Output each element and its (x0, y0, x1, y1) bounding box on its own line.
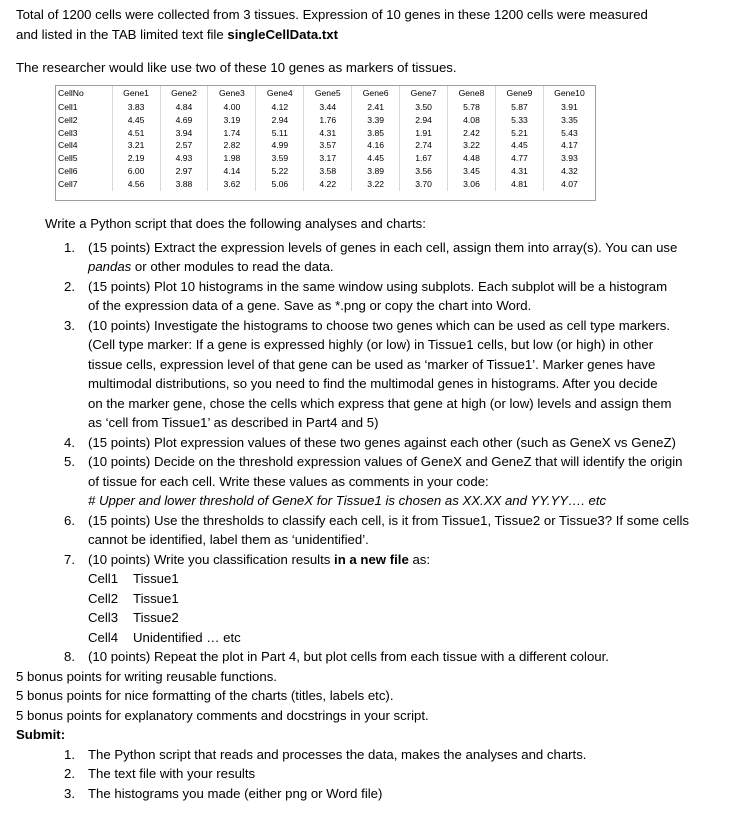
task-text: (15 points) Plot 10 histograms in the same window using subplots. Each subplot will be a histogram (88, 278, 668, 294)
expression-value: 2.57 (160, 139, 208, 152)
expression-value: 4.56 (112, 178, 160, 191)
task-number: 8. (64, 649, 75, 664)
task-text: (10 points) Decide on the threshold expression values of GeneX and GeneZ that will identify the origin (88, 454, 683, 469)
expression-value: 3.44 (304, 101, 352, 114)
expression-value: 2.94 (256, 114, 304, 127)
expression-value: 4.07 (543, 178, 595, 191)
sample-line (88, 569, 732, 589)
table-row (56, 101, 595, 114)
task-number: 4. (64, 434, 75, 450)
column-header: Gene7 (400, 86, 448, 101)
bonus-section (16, 667, 732, 745)
task-number: 2. (64, 278, 75, 294)
expression-value: 3.83 (112, 101, 160, 114)
expression-value: 4.77 (495, 152, 543, 165)
submit-item (16, 784, 732, 804)
task-item-3 (16, 316, 732, 433)
expression-value: 4.84 (160, 101, 208, 114)
table-row (56, 152, 595, 165)
sample-line (88, 608, 732, 628)
submit-item (16, 745, 732, 765)
data-filename: singleCellData.txt (227, 27, 339, 42)
expression-value: 4.16 (352, 139, 400, 152)
column-header: CellNo (58, 88, 84, 99)
expression-value: 4.48 (448, 152, 496, 165)
data-table (56, 86, 595, 191)
task-text: (15 points) Use the thresholds to classify each cell, is it from Tissue1, Tissue2 or Tissue3? If some cells (88, 512, 690, 528)
task-text: (15 points) Plot expression values of these two genes against each other (such as GeneX vs GeneZ) (88, 434, 676, 450)
task-item-8 (16, 647, 732, 667)
task-text-rest: or other modules to read the data. (131, 259, 334, 274)
submit-item (16, 764, 732, 784)
expression-value: 5.78 (448, 101, 496, 114)
task-text-cont: of tissue for each cell. Write these values as comments in your code: (88, 473, 489, 489)
task-number: 5. (64, 454, 75, 469)
expression-value: 3.22 (352, 178, 400, 191)
cell-id: Cell4 (58, 140, 78, 151)
task-list-cont (16, 647, 732, 667)
intro-line-3: The researcher would like use two of these 10 genes as markers of tissues. (16, 60, 457, 75)
task-item-7 (16, 550, 732, 570)
expression-value: 3.21 (112, 139, 160, 152)
expression-value: 4.14 (208, 165, 256, 178)
task-item-6 (16, 511, 732, 550)
expression-value: 5.33 (495, 114, 543, 127)
expression-value: 3.22 (448, 139, 496, 152)
expression-value: 2.41 (352, 101, 400, 114)
task-text-cont: multimodal distributions, so you need to find the multimodal genes in histograms. After you decide (88, 376, 658, 391)
task-text-cont: on the marker gene, chose the cells which express that gene at high (or low) levels and assign them (88, 395, 672, 411)
expression-value: 1.67 (400, 152, 448, 165)
expression-value: 4.81 (495, 178, 543, 191)
submit-text: The text file with your results (88, 766, 256, 781)
assignment-body (16, 214, 732, 803)
task-text-cont: of the expression data of a gene. Save as *.png or copy the chart into Word. (88, 298, 532, 313)
task-number: 1. (64, 239, 75, 255)
expression-value: 4.32 (543, 165, 595, 178)
sample-cell: Cell2 (88, 590, 119, 606)
column-header: Gene5 (304, 86, 352, 101)
intro-line-1: Total of 1200 cells were collected from 3 tissues. Expression of 10 genes in these 1200 cells were measured (16, 7, 648, 22)
expression-value: 3.91 (543, 101, 595, 114)
task-text: (10 points) Investigate the histograms to choose two genes which can be used as cell type markers. (88, 317, 671, 333)
task-text-suffix: as: (408, 551, 431, 567)
task-text-cont: (Cell type marker: If a gene is expressed highly (or low) in Tissue1 cells, but low (or high) in other (88, 337, 654, 352)
expression-value: 3.57 (304, 139, 352, 152)
task-text-prefix: (10 points) Write you classification results (88, 551, 335, 567)
sample-cell: Cell4 (88, 629, 119, 645)
expression-value: 3.06 (448, 178, 496, 191)
column-header: Gene4 (256, 86, 304, 101)
submit-text: The Python script that reads and processes the data, makes the analyses and charts. (88, 746, 587, 762)
pandas-term: pandas (88, 259, 132, 274)
cell-id: Cell1 (58, 102, 78, 112)
table-row (56, 114, 595, 127)
cell-id: Cell5 (58, 153, 78, 164)
submit-number: 1. (64, 746, 75, 762)
expression-value: 3.70 (400, 178, 448, 191)
expression-value: 5.22 (256, 165, 304, 178)
expression-value: 3.58 (304, 165, 352, 178)
task-number: 3. (64, 317, 75, 333)
cell-id: Cell6 (58, 165, 78, 176)
expression-value: 3.45 (448, 165, 496, 178)
task-number: 7. (64, 551, 75, 567)
expression-value: 1.76 (304, 114, 352, 127)
expression-value: 3.17 (304, 152, 352, 165)
expression-value: 3.35 (543, 114, 595, 127)
sample-line (88, 628, 732, 648)
table-body (56, 101, 595, 191)
submit-number: 3. (64, 785, 75, 801)
expression-value: 2.82 (208, 139, 256, 152)
sample-label: Tissue1 (133, 590, 179, 606)
expression-value: 4.17 (543, 139, 595, 152)
table-row (56, 127, 595, 140)
expression-value: 3.56 (400, 165, 448, 178)
expression-value: 6.00 (112, 165, 160, 178)
intro-line-2-text: and listed in the TAB limited text file (16, 27, 228, 42)
sample-output (16, 569, 732, 647)
expression-value: 2.97 (160, 165, 208, 178)
expression-value: 5.21 (495, 127, 543, 140)
bonus-line: 5 bonus points for writing reusable functions. (16, 668, 277, 684)
expression-value: 3.50 (400, 101, 448, 114)
expression-value: 4.51 (112, 127, 160, 140)
table-row (56, 178, 595, 191)
expression-value: 3.88 (160, 178, 208, 191)
expression-value: 3.19 (208, 114, 256, 127)
expression-value: 4.99 (256, 139, 304, 152)
expression-value: 5.06 (256, 178, 304, 191)
column-header: Gene9 (495, 86, 543, 101)
task-lead: Write a Python script that does the following analyses and charts: (45, 216, 426, 231)
sample-line (88, 589, 732, 609)
expression-value: 1.98 (208, 152, 256, 165)
sample-cell: Cell3 (88, 610, 119, 625)
task-text: (10 points) Repeat the plot in Part 4, but plot cells from each tissue with a different colour. (88, 649, 609, 664)
threshold-comment (88, 491, 732, 511)
expression-value: 3.94 (160, 127, 208, 140)
submit-text: The histograms you made (either png or Word file) (88, 785, 383, 801)
column-header: Gene10 (543, 86, 595, 101)
expression-value: 4.08 (448, 114, 496, 127)
expression-value: 2.42 (448, 127, 496, 140)
bonus-line: 5 bonus points for explanatory comments and docstrings in your script. (16, 707, 429, 723)
intro-line-2 (16, 25, 732, 45)
expression-value: 2.94 (400, 114, 448, 127)
task-text: (15 points) Extract the expression levels of genes in each cell, assign them into array(s). You can use (88, 239, 678, 255)
task-text (88, 550, 732, 570)
expression-value: 1.91 (400, 127, 448, 140)
expression-value: 2.19 (112, 152, 160, 165)
task-item-2 (16, 277, 732, 316)
table-row (56, 165, 595, 178)
table-header-row (56, 86, 595, 101)
expression-value: 3.93 (543, 152, 595, 165)
expression-value: 3.62 (208, 178, 256, 191)
task-item-1 (16, 238, 732, 277)
expression-value: 4.00 (208, 101, 256, 114)
column-header: Gene2 (160, 86, 208, 101)
task-number: 6. (64, 512, 75, 528)
sample-cell: Cell1 (88, 571, 119, 586)
sample-label: Unidentified … etc (133, 629, 241, 645)
expression-value: 4.22 (304, 178, 352, 191)
expression-value: 4.93 (160, 152, 208, 165)
expression-value: 4.45 (112, 114, 160, 127)
expression-value: 5.43 (543, 127, 595, 140)
expression-value: 4.31 (495, 165, 543, 178)
task-list (16, 238, 732, 570)
sample-label: Tissue1 (133, 571, 179, 586)
submit-list (16, 745, 732, 804)
expression-value: 4.12 (256, 101, 304, 114)
expression-value: 5.11 (256, 127, 304, 140)
expression-value: 3.59 (256, 152, 304, 165)
sample-label: Tissue2 (133, 610, 179, 625)
data-table-screenshot (55, 85, 596, 201)
expression-value: 1.74 (208, 127, 256, 140)
expression-value: 4.69 (160, 114, 208, 127)
expression-value: 4.45 (495, 139, 543, 152)
task-item-5 (16, 452, 732, 511)
bonus-line: 5 bonus points for nice formatting of the charts (titles, labels etc). (16, 688, 394, 703)
cell-id: Cell2 (58, 114, 78, 125)
expression-value: 4.31 (304, 127, 352, 140)
expression-value: 3.89 (352, 165, 400, 178)
table-row (56, 139, 595, 152)
cell-id: Cell3 (58, 127, 78, 138)
expression-value: 3.85 (352, 127, 400, 140)
expression-value: 3.39 (352, 114, 400, 127)
intro-section (16, 5, 732, 78)
submit-number: 2. (64, 766, 75, 781)
task-text-cont (88, 257, 732, 277)
expression-value: 4.45 (352, 152, 400, 165)
task-text-cont: as ‘cell from Tissue1’ as described in Part4 and 5) (88, 415, 379, 430)
task-text-cont: tissue cells, expression level of that gene can be used as ‘marker of Tissue1’. Marker genes have (88, 356, 656, 372)
task-item-4 (16, 433, 732, 453)
column-header: Gene3 (208, 86, 256, 101)
expression-value: 5.87 (495, 101, 543, 114)
expression-value: 2.74 (400, 139, 448, 152)
column-header: Gene1 (112, 86, 160, 101)
task-text-bold: in a new file (334, 551, 409, 567)
column-header: Gene6 (352, 86, 400, 101)
column-header: Gene8 (448, 86, 496, 101)
threshold-comment-text: # Upper and lower threshold of GeneX for Tissue1 is chosen as XX.XX and YY.YY…. etc (88, 493, 607, 508)
cell-id: Cell7 (58, 178, 78, 189)
submit-title: Submit: (16, 727, 66, 742)
task-text-cont: cannot be identified, label them as ‘unidentified’. (88, 532, 369, 547)
